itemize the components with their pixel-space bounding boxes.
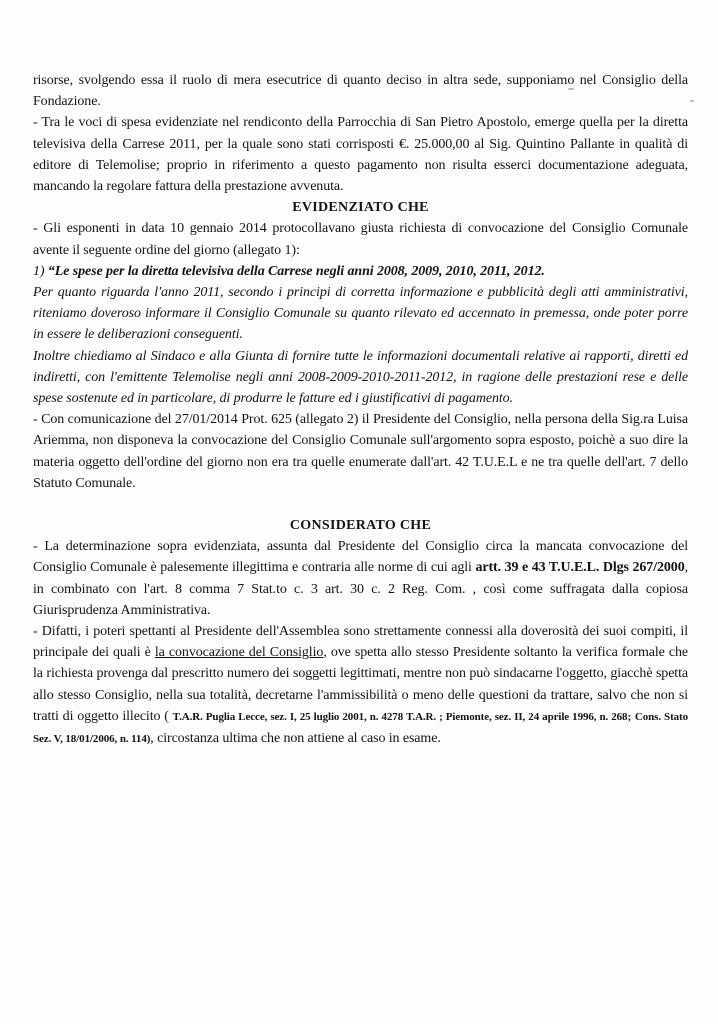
document-body [33,70,688,750]
paragraph-richiesta-sindaco: Inoltre chiediamo al Sindaco e alla Giunta di fornire tutte le informazioni documentali relative ai rapporti, diretti ed indiretti, con l'emittente Telemolise negli anni 2008-2009-2010-2011-2012, in ragione delle prestazioni rese e delle spese sostenute ed in particolare, di produrre le fatture ed i giustificativi di pagamento. [33,348,688,407]
paragraph-voci-di-spesa: - Tra le voci di spesa evidenziate nel rendiconto della Parrocchia di San Pietro Apostolo, emerge quella per la diretta televisiva della Carrese 2011, per la quale sono stati corrisposti €. 25.000,00 al Sig. Quintino Pallante in qualità di editore di Telemolise; proprio in riferimento a questo pagamento non risulta esserci documentazione adeguata, mancando la regolare fattura della prestazione avvenuta. [33,115,688,195]
underlined-phrase: la convocazione del Consiglio [154,645,324,661]
list-number: 1) [33,263,45,279]
paragraph-ordine-del-giorno [33,261,688,282]
heading-evidenziato-che: EVIDENZIATO CHE [292,200,429,216]
paragraph-comunicazione: - Con comunicazione del 27/01/2014 Prot. 625 (allegato 2) il Presidente del Consiglio, nella persona della Sig.ra Luisa Ariemma, non disponeva la convocazione del Consiglio Comunale sull'argomento sopra esposto, poichè a suo dire la materia oggetto dell'ordine del giorno non era tra quelle enumerate dall'art. 42 T.U.E.L e ne tra quelle dell'art. 7 dello Statuto Comunale. [33,412,688,491]
paragraph-text: - Difatti, i poteri spettanti al Presidente dell'Assemblea sono strettamente connessi alla doverosità dei suoi compiti, il principale dei quali è [33,624,688,661]
paragraph-poteri-presidente [33,621,688,750]
paragraph-text: - La determinazione sopra evidenziata, assunta dal Presidente del Consiglio circa la mancata convocazione del Consiglio Comunale è palesemente illegittima e contraria alle norme di cui agli [33,539,688,576]
paragraph-text: , in combinato con l'art. 8 comma 7 Stat.to c. 3 art. 30 c. 2 Reg. Com. , così come suffragata dalla copiosa Giurisprudenza Amministrativa. [33,560,688,618]
paragraph-anno-2011: Per quanto riguarda l'anno 2011, secondo i principi di corretta informazione e pubblicità degli atti amministrativi, riteniamo doveroso informare il Consiglio Comunale su quanto rilevato ed accennato in premessa, onde poter porre in essere le deliberazioni conseguenti. [33,285,688,343]
paragraph-text: , circostanza ultima che non attiene al caso in esame. [150,731,441,747]
agenda-item-title: “Le spese per la diretta televisiva della Carrese negli anni 2008, 2009, 2010, 2011, 2012. [47,263,545,279]
scan-speck [690,100,694,102]
law-reference: artt. 39 e 43 T.U.E.L. Dlgs 267/2000 [475,560,685,576]
case-law-reference: T.A.R. Puglia Lecce, sez. I, 25 luglio 2001, n. 4278 T.A.R. ; Piemonte, sez. II, 24 aprile 1996, n. 268; [172,710,632,723]
paragraph-determinazione [33,536,688,621]
paragraph-text: , ove spetta allo stesso Presidente soltanto la verifica formale che la richiesta provenga dal prescritto numero dei soggetti legittimati, mentre non può sindacarne l'oggetto, giacchè spetta allo stesso Consiglio, nella sua totalità, decretarne l'ammissibilità o meno delle questioni da trattare, salvo che non si tratti di oggetto illecito ( [33,645,689,724]
paragraph-esponenti: - Gli esponenti in data 10 gennaio 2014 protocollavano giusta richiesta di convocazione del Consiglio Comunale avente il seguente ordine del giorno (allegato 1): [33,221,688,258]
case-law-reference-2: Cons. Stato Sez. V, 18/01/2006, n. 114) [33,710,688,746]
heading-considerato-che: CONSIDERATO CHE [289,518,432,534]
paragraph-risorse: risorse, svolgendo essa il ruolo di mera esecutrice di quanto deciso in altra sede, supponiamo nel Consiglio della Fondazione. [33,73,688,110]
